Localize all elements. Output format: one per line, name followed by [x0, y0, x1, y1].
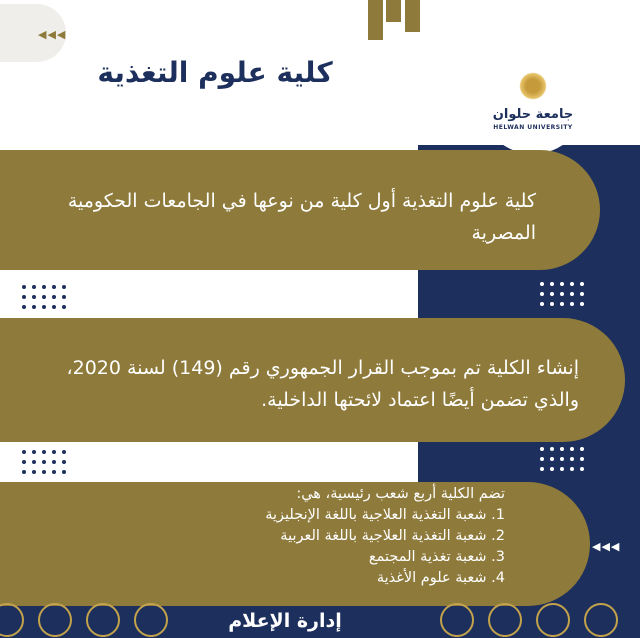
list-item: 2. شعبة التغذية العلاجية باللغة العربية	[280, 528, 505, 544]
ornament-icon	[536, 603, 570, 637]
footer-label: إدارة الإعلام	[228, 610, 342, 632]
university-logo	[480, 48, 586, 154]
logo-emblem-icon	[516, 71, 550, 101]
logo-english-text: HELWAN UNIVERSITY	[493, 124, 573, 131]
decor-bar	[405, 0, 420, 32]
dots-decoration	[22, 450, 66, 474]
ornament-icon	[440, 603, 474, 637]
page-title: كلية علوم التغذية	[97, 56, 333, 89]
info-card-3	[0, 482, 590, 606]
arrows-icon: ◀◀◀	[592, 540, 621, 553]
departments-list	[20, 505, 505, 589]
info-card-2	[0, 318, 625, 442]
info-card-1	[0, 150, 600, 270]
card-3-intro: تضم الكلية أربع شعب رئيسية، هي:	[296, 486, 505, 502]
list-item: 3. شعبة تغذية المجتمع	[368, 549, 505, 565]
ornament-icon	[488, 603, 522, 637]
card-2-text: إنشاء الكلية تم بموجب القرار الجمهوري رقم (149) لسنة 2020، والذي تضمن أيضًا اعتماد لائحتها الداخلية.	[66, 357, 579, 411]
list-item: 4. شعبة علوم الأغذية	[376, 570, 505, 586]
ornament-icon	[584, 603, 618, 637]
card-1-text: كلية علوم التغذية أول كلية من نوعها في الجامعات الحكومية المصرية	[67, 190, 536, 244]
ornament-icon	[86, 603, 120, 637]
ornament-icon	[134, 603, 168, 637]
dots-decoration	[22, 285, 66, 309]
arrows-icon: ◀◀◀	[38, 28, 67, 41]
logo-arabic-text: جامعة حلوان	[492, 107, 574, 122]
dots-decoration	[540, 447, 584, 471]
list-item: 1. شعبة التغذية العلاجية باللغة الإنجليزية	[265, 507, 505, 523]
decor-bar	[386, 0, 401, 22]
ornament-icon	[38, 603, 72, 637]
dots-decoration	[540, 282, 584, 306]
decor-bar	[368, 0, 383, 40]
